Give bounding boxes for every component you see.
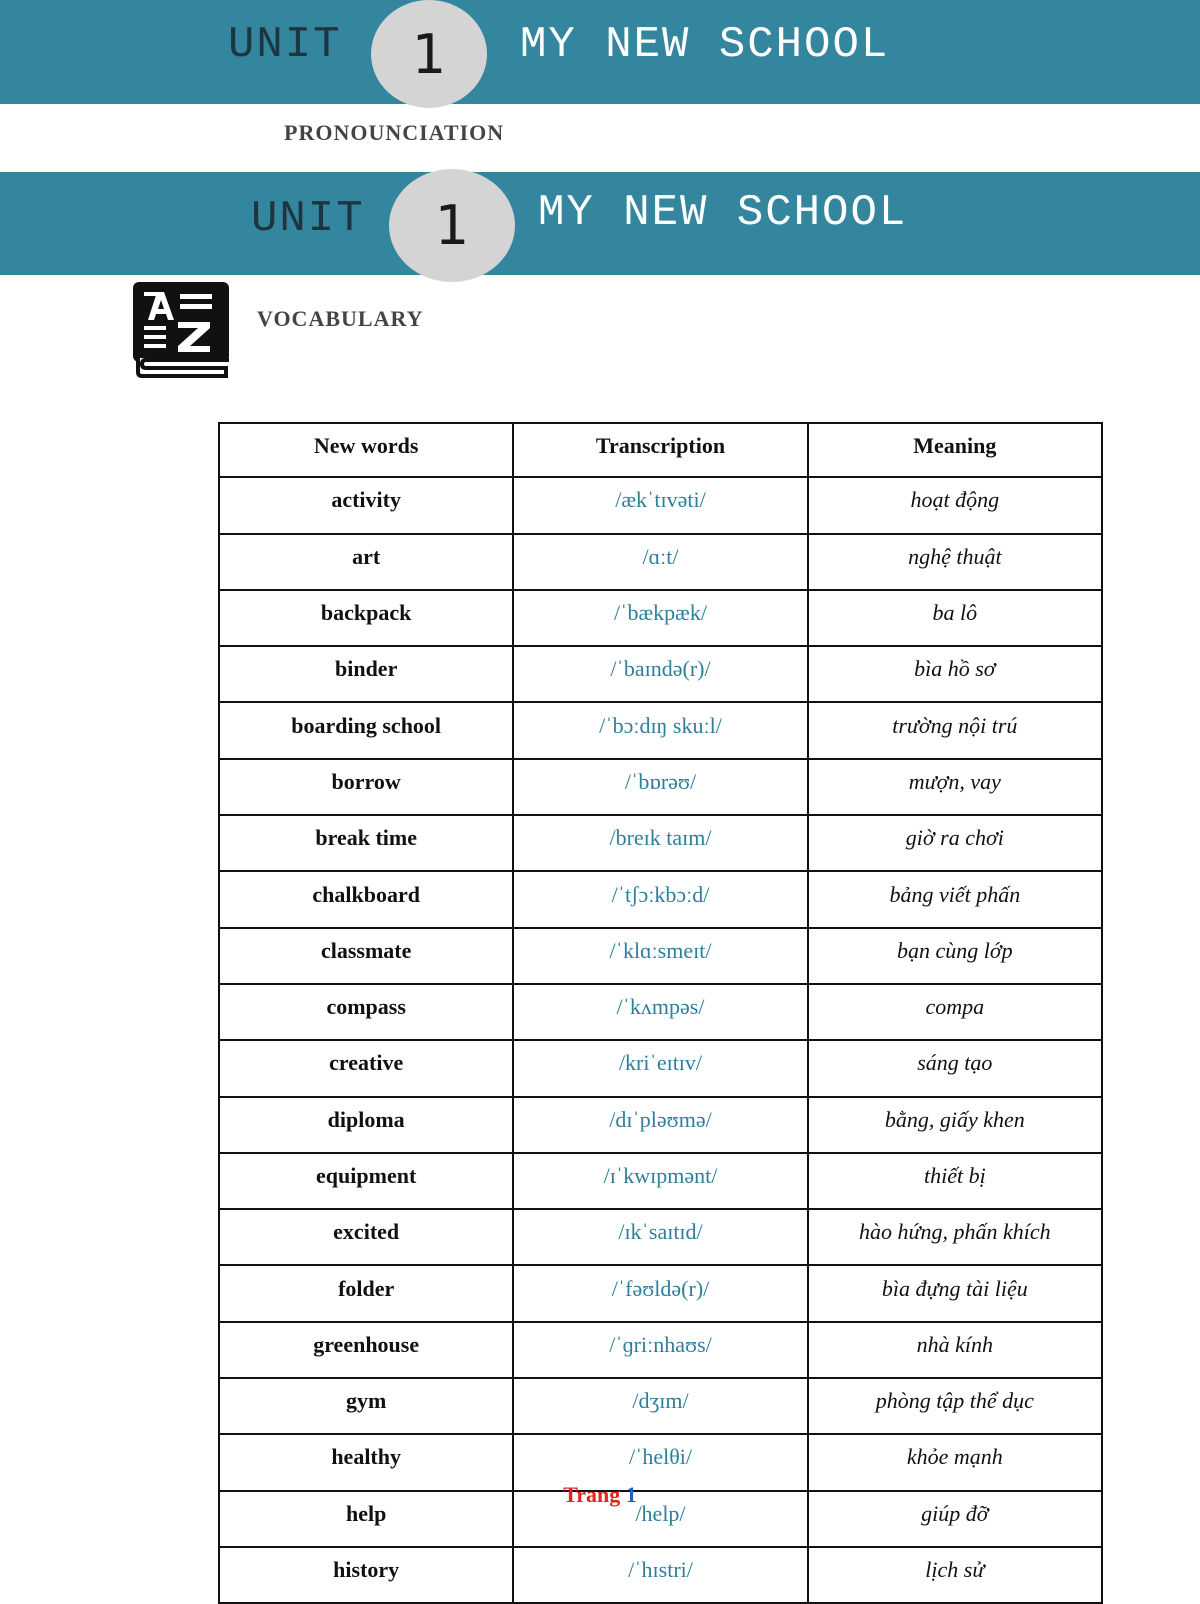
transcription-cell: /help/: [513, 1491, 807, 1547]
meaning-cell: khỏe mạnh: [808, 1434, 1102, 1490]
table-row: [219, 477, 1102, 533]
transcription-cell: /ˈbɒrəʊ/: [513, 759, 807, 815]
column-header-meaning: Meaning: [808, 423, 1102, 477]
unit-title-second: MY NEW SCHOOL: [538, 188, 908, 238]
meaning-cell: mượn, vay: [808, 759, 1102, 815]
table-row: [219, 1378, 1102, 1434]
transcription-cell: /ɪkˈsaɪtɪd/: [513, 1209, 807, 1265]
transcription-cell: /kriˈeɪtɪv/: [513, 1040, 807, 1096]
table-row: [219, 815, 1102, 871]
word-cell: chalkboard: [219, 871, 513, 927]
transcription-cell: /ˈhɪstri/: [513, 1547, 807, 1603]
meaning-cell: bìa đựng tài liệu: [808, 1265, 1102, 1321]
unit-label-top: UNIT: [228, 20, 342, 70]
transcription-cell: /dʒɪm/: [513, 1378, 807, 1434]
table-row: [219, 1153, 1102, 1209]
meaning-cell: nhà kính: [808, 1322, 1102, 1378]
word-cell: break time: [219, 815, 513, 871]
meaning-cell: bìa hồ sơ: [808, 646, 1102, 702]
word-cell: art: [219, 534, 513, 590]
transcription-cell: /breɪk taɪm/: [513, 815, 807, 871]
table-row: [219, 1265, 1102, 1321]
vocabulary-table: [218, 422, 1103, 1604]
unit-title-top: MY NEW SCHOOL: [520, 20, 890, 70]
column-header-transcription: Transcription: [513, 423, 807, 477]
transcription-cell: /ˈtʃɔːkbɔːd/: [513, 871, 807, 927]
table-row: [219, 1322, 1102, 1378]
meaning-cell: bạn cùng lớp: [808, 928, 1102, 984]
word-cell: healthy: [219, 1434, 513, 1490]
word-cell: diploma: [219, 1097, 513, 1153]
table-row: [219, 871, 1102, 927]
meaning-cell: thiết bị: [808, 1153, 1102, 1209]
table-row: [219, 1209, 1102, 1265]
word-cell: boarding school: [219, 702, 513, 758]
meaning-cell: hào hứng, phấn khích: [808, 1209, 1102, 1265]
transcription-cell: /ˈklɑːsmeɪt/: [513, 928, 807, 984]
unit-number-circle-second: 1: [389, 169, 515, 282]
section-label-pronunciation: PRONOUNCIATION: [284, 120, 505, 145]
meaning-cell: bảng viết phấn: [808, 871, 1102, 927]
meaning-cell: phòng tập thể dục: [808, 1378, 1102, 1434]
table-row: [219, 928, 1102, 984]
transcription-cell: /ˈbaɪndə(r)/: [513, 646, 807, 702]
table-row: [219, 759, 1102, 815]
table-row: [219, 534, 1102, 590]
word-cell: help: [219, 1491, 513, 1547]
transcription-cell: /ˈɡriːnhaʊs/: [513, 1322, 807, 1378]
section-label-vocabulary: VOCABULARY: [257, 306, 424, 331]
word-cell: greenhouse: [219, 1322, 513, 1378]
meaning-cell: sáng tạo: [808, 1040, 1102, 1096]
meaning-cell: nghệ thuật: [808, 534, 1102, 590]
meaning-cell: ba lô: [808, 590, 1102, 646]
meaning-cell: bằng, giấy khen: [808, 1097, 1102, 1153]
meaning-cell: trường nội trú: [808, 702, 1102, 758]
meaning-cell: giờ ra chơi: [808, 815, 1102, 871]
unit-number-circle-top: 1: [371, 0, 487, 108]
word-cell: gym: [219, 1378, 513, 1434]
column-header-new-words: New words: [219, 423, 513, 477]
word-cell: activity: [219, 477, 513, 533]
meaning-cell: lịch sử: [808, 1547, 1102, 1603]
table-row: [219, 702, 1102, 758]
transcription-cell: /dɪˈpləʊmə/: [513, 1097, 807, 1153]
word-cell: backpack: [219, 590, 513, 646]
word-cell: folder: [219, 1265, 513, 1321]
table-row: [219, 1097, 1102, 1153]
word-cell: equipment: [219, 1153, 513, 1209]
word-cell: compass: [219, 984, 513, 1040]
transcription-cell: /ˈbɔːdɪŋ skuːl/: [513, 702, 807, 758]
table-row: [219, 984, 1102, 1040]
transcription-cell: /ˈhelθi/: [513, 1434, 807, 1490]
table-row: [219, 1040, 1102, 1096]
meaning-cell: compa: [808, 984, 1102, 1040]
transcription-cell: /ækˈtɪvəti/: [513, 477, 807, 533]
meaning-cell: giúp đỡ: [808, 1491, 1102, 1547]
table-row: [219, 1547, 1102, 1603]
transcription-cell: /ɑːt/: [513, 534, 807, 590]
word-cell: history: [219, 1547, 513, 1603]
table-header-row: [219, 423, 1102, 477]
transcription-cell: /ˈbækpæk/: [513, 590, 807, 646]
table-row: [219, 590, 1102, 646]
word-cell: creative: [219, 1040, 513, 1096]
transcription-cell: /ɪˈkwɪpmənt/: [513, 1153, 807, 1209]
page-number: 1: [625, 1482, 637, 1507]
word-cell: borrow: [219, 759, 513, 815]
page-label: Trang: [563, 1482, 621, 1507]
meaning-cell: hoạt động: [808, 477, 1102, 533]
word-cell: classmate: [219, 928, 513, 984]
transcription-cell: /ˈkʌmpəs/: [513, 984, 807, 1040]
unit-label-second: UNIT: [251, 194, 365, 244]
page-footer: [0, 1482, 1200, 1508]
transcription-cell: /ˈfəʊldə(r)/: [513, 1265, 807, 1321]
word-cell: binder: [219, 646, 513, 702]
az-dictionary-book-icon: [130, 280, 232, 380]
word-cell: excited: [219, 1209, 513, 1265]
table-row: [219, 646, 1102, 702]
